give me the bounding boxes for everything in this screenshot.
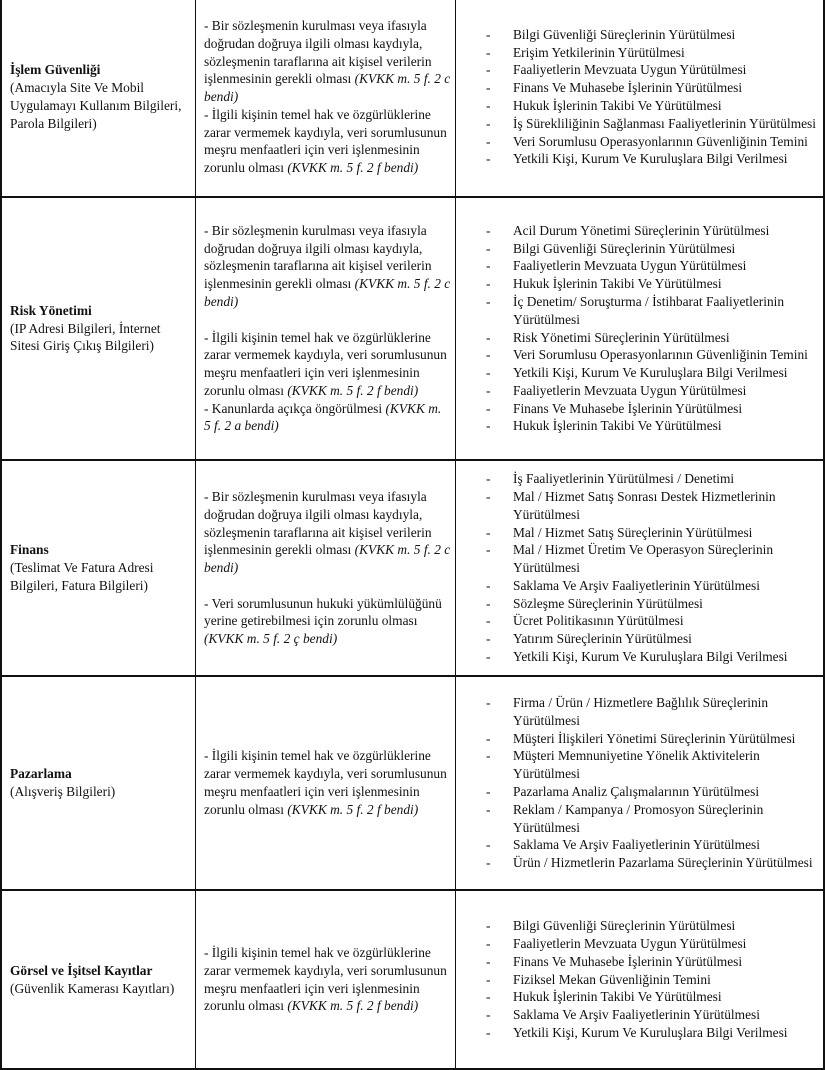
legal-basis-item (204, 944, 451, 1015)
table-row (0, 891, 825, 1070)
purpose-item (486, 293, 819, 329)
legal-basis-item (204, 222, 451, 311)
purpose-item (486, 541, 819, 577)
category-detail: (Teslimat Ve Fatura Adresi Bilgileri, Fatura Bilgileri) (10, 560, 154, 593)
dash-bullet: - (486, 936, 491, 951)
purpose-item (486, 953, 788, 971)
purpose-text: Faaliyetlerin Mevzuata Uygun Yürütülmesi (513, 258, 747, 274)
purpose-text: Veri Sorumlusu Operasyonlarının Güvenliğinin Temini (513, 133, 808, 149)
category-cell (0, 891, 196, 1068)
purpose-item (486, 417, 819, 435)
dash-bullet: - (486, 98, 491, 113)
purpose-item (486, 694, 819, 730)
purpose-item (486, 971, 788, 989)
dash-bullet: - (486, 26, 491, 42)
legal-basis-reference: (KVKK m. 5 f. 2 c bendi) (204, 71, 451, 105)
dash-bullet: - (486, 418, 491, 434)
purpose-item (486, 364, 819, 382)
purpose-item (486, 150, 816, 168)
dash-bullet: - (486, 1007, 491, 1023)
purpose-text: Bilgi Güvenliği Süreçlerinin Yürütülmesi (513, 26, 736, 42)
purpose-text: Finans Ve Muhasebe İşlerinin Yürütülmesi (513, 400, 743, 416)
category-title: Finans (10, 542, 49, 558)
purpose-text: Bilgi Güvenliği Süreçlerinin Yürütülmesi (513, 918, 736, 934)
purpose-text: Faaliyetlerin Mevzuata Uygun Yürütülmesi (513, 62, 747, 78)
purpose-item (486, 524, 819, 542)
purpose-item (486, 630, 819, 648)
dash-bullet: - (486, 329, 491, 345)
category-title: Risk Yönetimi (10, 302, 92, 318)
purpose-item (486, 747, 819, 783)
purpose-item (486, 988, 788, 1006)
purpose-item (486, 783, 819, 801)
purpose-text: Pazarlama Analiz Çalışmalarının Yürütülmesi (513, 784, 760, 799)
purpose-text: Risk Yönetimi Süreçlerinin Yürütülmesi (513, 329, 730, 345)
purpose-text: Yetkili Kişi, Kurum Ve Kuruluşlara Bilgi Verilmesi (513, 1024, 788, 1040)
purpose-text: Bilgi Güvenliği Süreçlerinin Yürütülmesi (513, 240, 736, 256)
purpose-text: Hukuk İşlerinin Takibi Ve Yürütülmesi (513, 989, 722, 1005)
purpose-text: Finans Ve Muhasebe İşlerinin Yürütülmesi (513, 953, 743, 969)
dash-bullet: - (486, 365, 491, 381)
purpose-text: Finans Ve Muhasebe İşlerinin Yürütülmesi (513, 80, 743, 96)
legal-basis-cell (196, 0, 456, 196)
legal-basis-text: - Veri sorumlusunun hukuki yükümlülüğünü yerine getirebilmesi için zorunlu olması (204, 595, 442, 629)
legal-basis-cell (196, 677, 456, 889)
purpose-item (486, 275, 819, 293)
purpose-item (486, 1024, 788, 1042)
purpose-list (486, 470, 819, 666)
purpose-text: Reklam / Kampanya / Promosyon Süreçlerinin Yürütülmesi (513, 801, 764, 835)
purpose-item (486, 257, 819, 275)
dash-bullet: - (486, 837, 491, 853)
legal-basis-reference: (KVKK m. 5 f. 2 c bendi) (204, 542, 451, 576)
legal-basis-text: - Bir sözleşmenin kurulması veya ifasıyla doğrudan doğruya ilgili olması kaydıyla, sözleşmenin taraflarına ait kişisel verilerin işlenmesinin gerekli olması (204, 17, 432, 87)
category-cell (0, 0, 196, 196)
purpose-text: Mal / Hizmet Satış Sonrası Destek Hizmetlerinin Yürütülmesi (513, 488, 776, 522)
dash-bullet: - (486, 855, 491, 871)
purposes-cell (456, 891, 825, 1068)
purpose-text: Fiziksel Mekan Güvenliğinin Temini (513, 971, 711, 987)
purpose-item (486, 730, 819, 748)
purpose-item (486, 400, 819, 418)
dash-bullet: - (486, 240, 491, 256)
dash-bullet: - (486, 347, 491, 363)
dash-bullet: - (486, 258, 491, 274)
purpose-text: Müşteri İlişkileri Yönetimi Süreçlerinin Yürütülmesi (513, 730, 796, 746)
purpose-list (486, 26, 816, 168)
purpose-item (486, 240, 819, 258)
legal-basis-item (204, 329, 451, 400)
purpose-item (486, 836, 819, 854)
purpose-text: Veri Sorumlusu Operasyonlarının Güvenliğinin Temini (513, 347, 808, 363)
category-cell (0, 198, 196, 459)
legal-basis-cell (196, 891, 456, 1068)
purpose-item (486, 26, 816, 44)
category-title: İşlem Güvenliği (10, 62, 101, 78)
spacer (204, 577, 451, 595)
dash-bullet: - (486, 62, 491, 78)
legal-basis-reference: (KVKK m. 5 f. 2 f bendi) (287, 160, 419, 176)
purpose-item (486, 44, 816, 62)
purpose-text: Saklama Ve Arşiv Faaliyetlerinin Yürütülmesi (513, 837, 760, 853)
dash-bullet: - (486, 542, 491, 558)
dash-bullet: - (486, 115, 491, 131)
purpose-text: Mal / Hizmet Üretim Ve Operasyon Süreçlerinin Yürütülmesi (513, 542, 774, 576)
purpose-item (486, 61, 816, 79)
purpose-item (486, 329, 819, 347)
purpose-text: Saklama Ve Arşiv Faaliyetlerinin Yürütülmesi (513, 1007, 760, 1023)
purpose-text: Erişim Yetkilerinin Yürütülmesi (513, 44, 685, 60)
dash-bullet: - (486, 133, 491, 149)
legal-basis-text: - İlgili kişinin temel hak ve özgürlüklerine zarar vermemek kaydıyla, veri sorumlusunun meşru menfaatleri için veri işlenmesinin zorunlu olması (204, 748, 447, 817)
purpose-item (486, 382, 819, 400)
dash-bullet: - (486, 784, 491, 799)
purpose-text: Mal / Hizmet Satış Süreçlerinin Yürütülmesi (513, 524, 753, 540)
purpose-list (486, 694, 819, 872)
table-row (0, 461, 825, 677)
legal-basis-reference: (KVKK m. 5 f. 2 f bendi) (287, 801, 419, 817)
purpose-text: Acil Durum Yönetimi Süreçlerinin Yürütülmesi (513, 222, 770, 238)
table-row (0, 0, 825, 198)
dash-bullet: - (486, 748, 491, 764)
dash-bullet: - (486, 400, 491, 416)
category-detail: (Amacıyla Site Ve Mobil Uygulamayı Kullanım Bilgileri, Parola Bilgileri) (10, 80, 182, 131)
purpose-text: Hukuk İşlerinin Takibi Ve Yürütülmesi (513, 418, 722, 434)
purpose-item (486, 1006, 788, 1024)
legal-basis-item (204, 400, 451, 436)
category-title: Pazarlama (10, 766, 72, 782)
purpose-item (486, 577, 819, 595)
legal-basis-reference: (KVKK m. 5 f. 2 ç bendi) (204, 631, 338, 647)
category-detail: (IP Adresi Bilgileri, İnternet Sitesi Giriş Çıkış Bilgileri) (10, 320, 161, 354)
dash-bullet: - (486, 595, 491, 611)
purpose-text: Ücret Politikasının Yürütülmesi (513, 613, 684, 629)
purpose-item (486, 346, 819, 364)
purpose-item (486, 801, 819, 837)
purpose-item (486, 854, 819, 872)
dash-bullet: - (486, 44, 491, 60)
purpose-item (486, 79, 816, 97)
legal-basis-text: - Kanunlarda açıkça öngörülmesi (204, 400, 386, 416)
purpose-text: Hukuk İşlerinin Takibi Ve Yürütülmesi (513, 98, 722, 113)
legal-basis-cell (196, 198, 456, 459)
purpose-text: Yetkili Kişi, Kurum Ve Kuruluşlara Bilgi Verilmesi (513, 365, 788, 381)
purpose-item (486, 612, 819, 630)
category-title: Görsel ve İşitsel Kayıtlar (10, 962, 153, 978)
dash-bullet: - (486, 293, 491, 309)
legal-basis-text: - İlgili kişinin temel hak ve özgürlüklerine zarar vermemek kaydıyla, veri sorumlusunun meşru menfaatleri için veri işlenmesinin zorunlu olması (204, 944, 447, 1014)
dash-bullet: - (486, 1024, 491, 1040)
dash-bullet: - (486, 488, 491, 504)
legal-basis-reference: (KVKK m. 5 f. 2 a bendi) (204, 400, 442, 434)
purposes-cell (456, 461, 825, 675)
purpose-item (486, 115, 816, 133)
dash-bullet: - (486, 801, 491, 817)
table-row (0, 677, 825, 891)
purpose-text: Müşteri Memnuniyetine Yönelik Aktivitelerin Yürütülmesi (513, 748, 760, 782)
purpose-item (486, 488, 819, 524)
purposes-cell (456, 198, 825, 459)
legal-basis-text: - Bir sözleşmenin kurulması veya ifasıyla doğrudan doğruya ilgili olması kaydıyla, sözleşmenin taraflarına ait kişisel verilerin işlenmesinin gerekli olması (204, 488, 432, 558)
purpose-text: İş Sürekliliğinin Sağlanması Faaliyetlerinin Yürütülmesi (513, 115, 816, 131)
legal-basis-reference: (KVKK m. 5 f. 2 f bendi) (287, 998, 419, 1014)
legal-basis-cell (196, 461, 456, 675)
legal-basis-reference: (KVKK m. 5 f. 2 c bendi) (204, 276, 451, 309)
legal-basis-item (204, 106, 451, 177)
purpose-item (486, 935, 788, 953)
purpose-text: Hukuk İşlerinin Takibi Ve Yürütülmesi (513, 276, 722, 292)
dash-bullet: - (486, 989, 491, 1005)
category-detail: (Alışveriş Bilgileri) (10, 784, 116, 799)
legal-basis-text: - İlgili kişinin temel hak ve özgürlüklerine zarar vermemek kaydıyla, veri sorumlusunun meşru menfaatleri için veri işlenmesinin zorunlu olması (204, 329, 447, 398)
purpose-text: Yetkili Kişi, Kurum Ve Kuruluşlara Bilgi Verilmesi (513, 649, 788, 665)
purpose-text: Faaliyetlerin Mevzuata Uygun Yürütülmesi (513, 936, 747, 951)
purpose-text: Yatırım Süreçlerinin Yürütülmesi (513, 631, 692, 647)
purpose-list (486, 222, 819, 436)
spacer (204, 311, 451, 329)
purposes-cell (456, 0, 825, 196)
dash-bullet: - (486, 382, 491, 398)
category-cell (0, 461, 196, 675)
purpose-text: Saklama Ve Arşiv Faaliyetlerinin Yürütülmesi (513, 577, 760, 593)
purposes-cell (456, 677, 825, 889)
dash-bullet: - (486, 577, 491, 593)
dash-bullet: - (486, 613, 491, 629)
category-cell (0, 677, 196, 889)
purpose-item (486, 917, 788, 935)
purpose-item (486, 595, 819, 613)
category-detail: (Güvenlik Kamerası Kayıtları) (10, 980, 175, 996)
purpose-item (486, 648, 819, 666)
dash-bullet: - (486, 471, 491, 487)
dash-bullet: - (486, 151, 491, 167)
purpose-text: Faaliyetlerin Mevzuata Uygun Yürütülmesi (513, 382, 747, 398)
table-row (0, 198, 825, 461)
legal-basis-item (204, 488, 451, 577)
dash-bullet: - (486, 80, 491, 96)
legal-basis-item (204, 17, 451, 106)
purpose-item (486, 470, 819, 488)
legal-basis-text: - İlgili kişinin temel hak ve özgürlüklerine zarar vermemek kaydıyla, veri sorumlusunun meşru menfaatleri için veri işlenmesinin zorunlu olması (204, 106, 447, 176)
legal-basis-item (204, 747, 451, 818)
purpose-item (486, 222, 819, 240)
legal-basis-item (204, 595, 451, 648)
purpose-item (486, 133, 816, 151)
purpose-text: Sözleşme Süreçlerinin Yürütülmesi (513, 595, 703, 611)
dash-bullet: - (486, 971, 491, 987)
legal-basis-reference: (KVKK m. 5 f. 2 f bendi) (287, 382, 419, 398)
dash-bullet: - (486, 649, 491, 665)
dash-bullet: - (486, 222, 491, 238)
purpose-list (486, 917, 788, 1042)
dash-bullet: - (486, 695, 491, 711)
dash-bullet: - (486, 524, 491, 540)
dash-bullet: - (486, 631, 491, 647)
dash-bullet: - (486, 918, 491, 934)
dash-bullet: - (486, 276, 491, 292)
dash-bullet: - (486, 953, 491, 969)
purpose-item (486, 97, 816, 115)
legal-basis-text: - Bir sözleşmenin kurulması veya ifasıyla doğrudan doğruya ilgili olması kaydıyla, sözleşmenin taraflarına ait kişisel verilerin işlenmesinin gerekli olması (204, 222, 432, 292)
dash-bullet: - (486, 730, 491, 746)
purpose-text: Firma / Ürün / Hizmetlere Bağlılık Süreçlerinin Yürütülmesi (513, 695, 769, 728)
purpose-text: Ürün / Hizmetlerin Pazarlama Süreçlerinin Yürütülmesi (513, 855, 813, 871)
purpose-text: İş Faaliyetlerinin Yürütülmesi / Denetimi (513, 471, 735, 487)
purpose-text: Yetkili Kişi, Kurum Ve Kuruluşlara Bilgi Verilmesi (513, 151, 788, 167)
purpose-text: İç Denetim/ Soruşturma / İstihbarat Faaliyetlerinin Yürütülmesi (513, 293, 785, 327)
